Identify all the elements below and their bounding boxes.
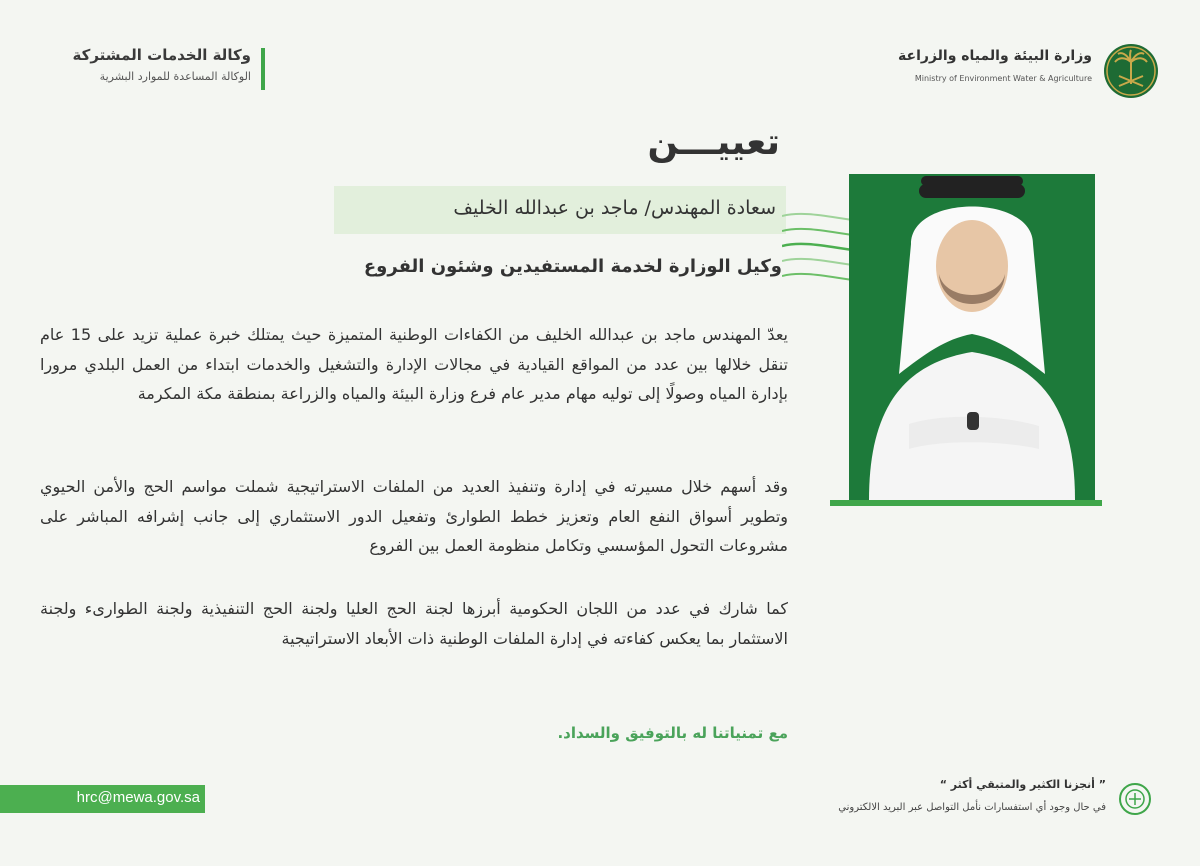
announcement-title: تعييـــن <box>647 122 780 163</box>
footer-email-link[interactable]: hrc@mewa.gov.sa <box>76 789 200 806</box>
ministry-name-ar: وزارة البيئة والمياه والزراعة <box>898 48 1092 64</box>
palm-swords-logo-icon <box>1102 42 1160 100</box>
footer-note: في حال وجود أي استفسارات نأمل التواصل عبر البريد الالكتروني <box>838 802 1106 813</box>
person-portrait-icon <box>849 174 1095 500</box>
mewa-circle-logo-icon <box>1118 782 1152 816</box>
agency-subtitle: الوكالة المساعدة للموارد البشرية <box>99 70 251 83</box>
agency-accent-bar <box>261 48 265 90</box>
appointee-role: وكيل الوزارة لخدمة المستفيدين وشئون الفروع <box>363 256 782 277</box>
agency-header <box>40 44 265 94</box>
portrait-panel <box>849 174 1095 500</box>
portrait-underline <box>830 500 1102 506</box>
paragraph-3: كما شارك في عدد من اللجان الحكومية أبرزها لجنة الحج العليا ولجنة الحج التنفيذية ولجنة الطوارىء ولجنة الاستثمار بما يعكس كفاءته في إدارة الملفات الوطنية ذات الأبعاد الاستراتيجية <box>40 599 788 648</box>
ministry-name-en: Ministry of Environment Water & Agriculture <box>914 74 1092 83</box>
paragraph-2: وقد أسهم خلال مسيرته في إدارة وتنفيذ العديد من الملفات الاستراتيجية شملت مواسم الحج والأمن الحيوي وتطوير أسواق النفع العام وتعزيز خطط الطوارئ وتفعيل الدور الاستثماري إلى جانب إشرافه المباشر على مشروعات التحول المؤسسي وتكامل منظومة العمل بين الفروع <box>40 477 788 555</box>
appointee-name: سعادة المهندس/ ماجد بن عبدالله الخليف <box>453 197 776 219</box>
footer-slogan: ” أنجزنا الكثير والمتبقي أكثر “ <box>939 778 1106 791</box>
agency-title: وكالة الخدمات المشتركة <box>72 46 251 64</box>
ministry-header <box>900 42 1160 102</box>
paragraph-1: يعدّ المهندس ماجد بن عبدالله الخليف من الكفاءات الوطنية المتميزة حيث يمتلك خبرة عملية تزيد على 15 عام تنقل خلالها بين عدد من المواقع القيادية في مجالات الإدارة والتشغيل والخدمات ابتداء من العمل البلدي مرورا بإدارة المياه وصولًا إلى توليه مهام مدير عام فرع وزارة البيئة والمياه والزراعة بمنطقة مكة المكرمة <box>40 325 789 403</box>
closing-wish: مع تمنياتنا له بالتوفيق والسداد. <box>557 724 788 742</box>
name-band <box>334 186 786 234</box>
footer-info <box>840 776 1160 826</box>
